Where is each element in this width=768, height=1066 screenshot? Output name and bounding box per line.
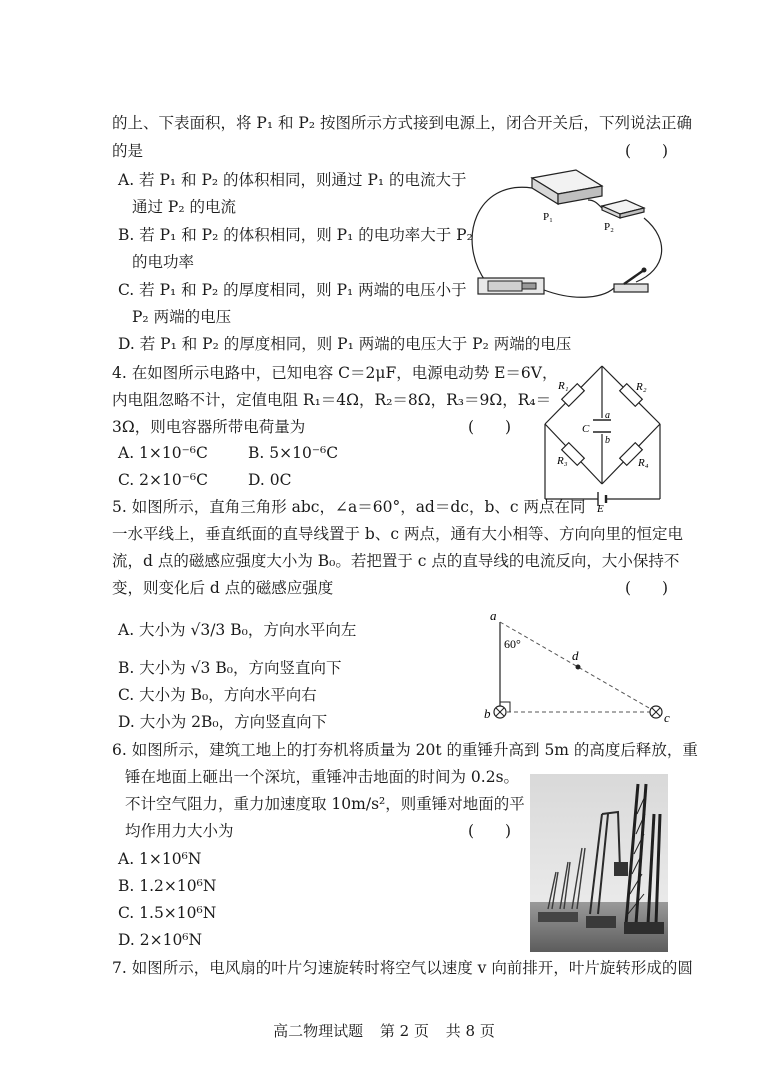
page-footer (0, 1020, 768, 1041)
q3-option-d: D. 若 P₁ 和 P₂ 的厚度相同，则 P₁ 两端的电压大于 P₂ 两端的电压 (118, 335, 572, 353)
q3-option-b-line2: 的电功率 (132, 253, 195, 271)
q5-triangle-figure (484, 608, 674, 728)
q6-line2: 锤在地面上砸出一个深坑，重锤冲击地面的时间为 0.2s。 (125, 768, 520, 786)
q4-option-b: B. 5×10⁻⁶C (248, 444, 339, 462)
q6-crane-photo (530, 774, 668, 952)
q3-option-c-line1: C. 若 P₁ 和 P₂ 的厚度相同，则 P₁ 两端的电压小于 (118, 281, 467, 299)
p1-label: P₁ (543, 211, 553, 223)
switch (614, 284, 648, 292)
q3-line1: 的上、下表面积，将 P₁ 和 P₂ 按图所示方式接到电源上，闭合开关后，下列说法正确 (112, 114, 692, 132)
point-a-label: a (605, 410, 610, 421)
point-d (576, 665, 581, 670)
q6-line1: 6. 如图所示，建筑工地上的打夯机将质量为 20t 的重锤升高到 5m 的高度后释放，重 (112, 741, 698, 759)
q4-option-c: C. 2×10⁻⁶C (118, 471, 208, 489)
vertex-a-label: a (490, 608, 497, 623)
point-d-label: d (572, 648, 579, 663)
angle-label: 60° (504, 637, 521, 651)
q4-answer-bracket: ( ) (468, 418, 512, 436)
q6-option-a: A. 1×10⁶N (118, 850, 202, 868)
q6-option-b: B. 1.2×10⁶N (118, 877, 217, 895)
q3-option-c-line2: P₂ 两端的电压 (132, 308, 232, 326)
q4-line2: 内电阻忽略不计，定值电阻 R₁＝4Ω，R₂＝8Ω，R₃＝9Ω，R₄＝ (112, 391, 552, 409)
q7-line1: 7. 如图所示，电风扇的叶片匀速旋转时将空气以速度 v 向前排开，叶片旋转形成的圆 (112, 959, 693, 977)
footer-total: 共 8 页 (445, 1022, 495, 1040)
r2-label: R₂ (636, 381, 647, 393)
q4-option-d: D. 0C (248, 471, 292, 489)
r4-label: R₄ (638, 457, 649, 469)
vertex-b-label: b (484, 706, 491, 721)
q5-answer-bracket: ( ) (625, 579, 669, 597)
q6-answer-bracket: ( ) (468, 822, 512, 840)
q3-line2: 的是 (112, 142, 144, 160)
q3-answer-bracket: ( ) (625, 142, 669, 160)
q4-bridge-circuit-figure (538, 362, 668, 512)
q4-line3: 3Ω，则电容器所带电荷量为 (112, 418, 306, 436)
q5-option-d: D. 大小为 2B₀，方向竖直向下 (118, 713, 328, 731)
q3-circuit-figure (466, 160, 666, 305)
vertex-c-label: c (664, 710, 670, 725)
q5-option-a: A. 大小为 √3/3 B₀，方向水平向左 (118, 621, 357, 639)
q4-line1: 4. 在如图所示电路中，已知电容 C＝2μF，电源电动势 E＝6V， (112, 364, 558, 382)
capacitor-label: C (582, 423, 590, 435)
q5-line4: 变，则变化后 d 点的磁感应强度 (112, 579, 334, 597)
q6-line4: 均作用力大小为 (125, 822, 234, 840)
q6-option-d: D. 2×10⁶N (118, 931, 203, 949)
q3-option-a-line2: 通过 P₂ 的电流 (132, 198, 236, 216)
q5-line2: 一水平线上，垂直纸面的直导线置于 b、c 两点，通有大小相等、方向向里的恒定电 (112, 525, 683, 543)
q6-option-c: C. 1.5×10⁶N (118, 904, 217, 922)
point-b-label: b (605, 435, 610, 446)
q6-line3: 不计空气阻力，重力加速度取 10m/s²，则重锤对地面的平 (125, 795, 525, 813)
emf-label: E (597, 503, 604, 512)
r1-label: R₁ (558, 380, 569, 392)
r3-label: R₃ (557, 455, 568, 467)
q5-line3: 流，d 点的磁感应强度大小为 B₀。若把置于 c 点的直导线的电流反向，大小保持不 (112, 552, 680, 570)
q5-line1: 5. 如图所示，直角三角形 abc，∠a＝60°，ad＝dc，b、c 两点在同 (112, 498, 586, 516)
q5-option-c: C. 大小为 B₀，方向水平向右 (118, 686, 317, 704)
p2-label: P₂ (604, 221, 614, 233)
q3-option-a-line1: A. 若 P₁ 和 P₂ 的体积相同，则通过 P₁ 的电流大于 (118, 171, 467, 189)
footer-subject: 高二物理试题 (273, 1022, 364, 1040)
q4-option-a: A. 1×10⁻⁶C (118, 444, 208, 462)
q3-option-b-line1: B. 若 P₁ 和 P₂ 的体积相同，则 P₁ 的电功率大于 P₂ (118, 226, 473, 244)
q5-option-b: B. 大小为 √3 B₀，方向竖直向下 (118, 659, 342, 677)
footer-page: 第 2 页 (379, 1022, 429, 1040)
